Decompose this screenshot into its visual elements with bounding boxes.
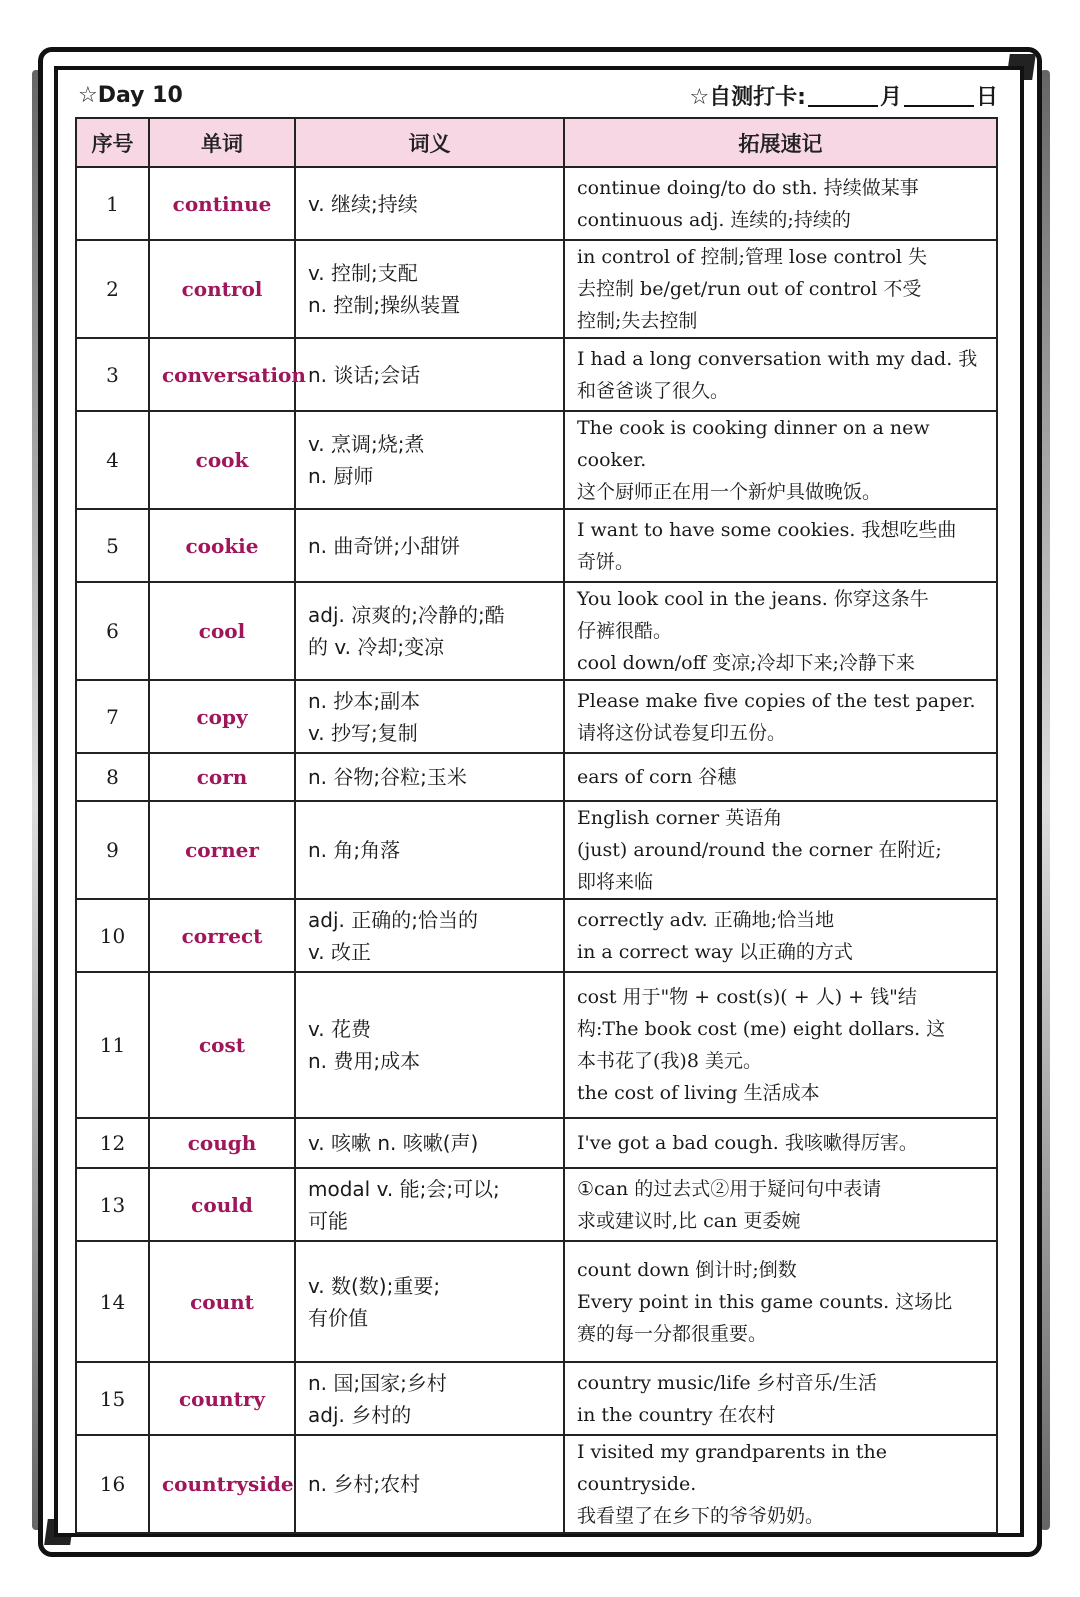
extension-line: country music/life 乡村音乐/生活 (577, 1371, 878, 1394)
word-meaning (295, 411, 564, 509)
meaning-line: v. 改正 (308, 939, 371, 964)
vocabulary-table (75, 117, 998, 1534)
meaning-line: n. 谷物;谷粒;玉米 (308, 765, 467, 789)
meaning-line: v. 花费 (308, 1017, 371, 1041)
extension-notes (564, 1241, 997, 1362)
extension-notes (564, 167, 997, 240)
day-blank (904, 83, 974, 107)
table-row (76, 411, 997, 509)
row-number: 8 (76, 753, 149, 801)
extension-line: You look cool in the jeans. 你穿这条牛 (577, 588, 929, 610)
self-check-label: ☆自测打卡: (689, 84, 806, 110)
word-meaning (295, 801, 564, 899)
vocab-word: countryside (149, 1435, 295, 1533)
extension-line: correctly adv. 正确地;恰当地 (577, 908, 835, 931)
extension-line: continuous adj. 连续的;持续的 (577, 208, 851, 231)
table-row (76, 899, 997, 972)
row-number: 14 (76, 1241, 149, 1362)
row-number: 1 (76, 167, 149, 240)
meaning-line: v. 继续;持续 (308, 191, 418, 216)
meaning-line: adj. 正确的;恰当的 (308, 907, 478, 932)
extension-line: 求或建议时,比 can 更委婉 (577, 1209, 801, 1232)
table-header-row (76, 118, 997, 167)
extension-line: 构:The book cost (me) eight dollars. 这 (577, 1018, 946, 1040)
extension-notes (564, 1362, 997, 1435)
extension-notes (564, 240, 997, 338)
table-row (76, 582, 997, 680)
meaning-line: n. 厨师 (308, 464, 374, 488)
month-blank (808, 83, 878, 107)
meaning-line: n. 曲奇饼;小甜饼 (308, 533, 461, 558)
day-title: ☆Day 10 (78, 82, 183, 108)
column-header-number: 序号 (76, 118, 149, 167)
word-meaning (295, 1241, 564, 1362)
row-number: 15 (76, 1362, 149, 1435)
vocab-word: could (149, 1168, 295, 1241)
vocab-word: continue (149, 167, 295, 240)
table-row (76, 1241, 997, 1362)
word-meaning (295, 1362, 564, 1435)
meaning-line: n. 国;国家;乡村 (308, 1370, 447, 1395)
month-label: 月 (879, 84, 902, 110)
day-label: 日 (975, 84, 998, 110)
extension-line: cost 用于"物 + cost(s)( + 人) + 钱"结 (577, 986, 917, 1008)
extension-notes (564, 509, 997, 582)
extension-line: 去控制 be/get/run out of control 不受 (577, 278, 922, 300)
extension-line: 本书花了(我)8 美元。 (577, 1050, 762, 1072)
extension-line: 赛的每一分都很重要。 (577, 1322, 768, 1345)
meaning-line: n. 乡村;农村 (308, 1472, 421, 1496)
vocab-word: control (149, 240, 295, 338)
column-header-meaning: 词义 (295, 118, 564, 167)
row-number: 11 (76, 972, 149, 1118)
word-meaning (295, 753, 564, 801)
extension-line: 和爸爸谈了很久。 (577, 379, 730, 402)
table-row (76, 680, 997, 753)
table-row (76, 509, 997, 582)
meaning-line: n. 角;角落 (308, 838, 401, 862)
row-number: 4 (76, 411, 149, 509)
extension-line: in control of 控制;管理 lose control 失 (577, 246, 928, 268)
word-meaning (295, 509, 564, 582)
word-meaning (295, 167, 564, 240)
meaning-line: v. 数(数);重要; (308, 1273, 441, 1298)
extension-notes (564, 1118, 997, 1168)
extension-line: the cost of living 生活成本 (577, 1082, 820, 1104)
extension-line: Please make five copies of the test paper. (577, 689, 976, 712)
extension-notes (564, 1435, 997, 1533)
vocab-word: copy (149, 680, 295, 753)
table-row (76, 972, 997, 1118)
word-meaning (295, 240, 564, 338)
meaning-line: n. 抄本;副本 (308, 688, 421, 713)
row-number: 13 (76, 1168, 149, 1241)
extension-line: I've got a bad cough. 我咳嗽得厉害。 (577, 1132, 918, 1154)
meaning-line: adj. 凉爽的;冷静的;酷 (308, 603, 505, 627)
word-meaning (295, 972, 564, 1118)
extension-line: Every point in this game counts. 这场比 (577, 1290, 953, 1313)
extension-line: in a correct way 以正确的方式 (577, 940, 853, 963)
table-row (76, 1435, 997, 1533)
column-header-extension: 拓展速记 (564, 118, 997, 167)
vocab-word: country (149, 1362, 295, 1435)
vocab-word: cookie (149, 509, 295, 582)
word-meaning (295, 1168, 564, 1241)
meaning-line: v. 控制;支配 (308, 261, 418, 285)
extension-notes (564, 582, 997, 680)
vocab-word: correct (149, 899, 295, 972)
extension-notes (564, 972, 997, 1118)
page-header (78, 78, 998, 112)
meaning-line: v. 咳嗽 n. 咳嗽(声) (308, 1131, 479, 1155)
row-number: 7 (76, 680, 149, 753)
extension-notes (564, 338, 997, 411)
extension-line: 即将来临 (577, 871, 654, 893)
extension-line: 我看望了在乡下的爷爷奶奶。 (577, 1505, 825, 1527)
extension-line: The cook is cooking dinner on a new cooker. (577, 417, 930, 471)
table-body (76, 167, 997, 1533)
column-header-word: 单词 (149, 118, 295, 167)
meaning-line: n. 谈话;会话 (308, 362, 421, 387)
extension-line: continue doing/to do sth. 持续做某事 (577, 176, 919, 199)
extension-line: (just) around/round the corner 在附近; (577, 839, 942, 861)
extension-line: 请将这份试卷复印五份。 (577, 721, 787, 744)
extension-notes (564, 411, 997, 509)
meaning-line: n. 控制;操纵装置 (308, 293, 461, 317)
row-number: 16 (76, 1435, 149, 1533)
meaning-line: n. 费用;成本 (308, 1049, 421, 1073)
vocab-word: cook (149, 411, 295, 509)
meaning-line: 可能 (308, 1208, 348, 1233)
word-meaning (295, 338, 564, 411)
meaning-line: 有价值 (308, 1305, 368, 1330)
word-meaning (295, 1118, 564, 1168)
table-row (76, 1118, 997, 1168)
vocab-word: corner (149, 801, 295, 899)
extension-notes (564, 1168, 997, 1241)
meaning-line: 的 v. 冷却;变凉 (308, 635, 445, 659)
row-number: 5 (76, 509, 149, 582)
self-check-area (689, 80, 998, 111)
extension-line: cool down/off 变凉;冷却下来;冷静下来 (577, 652, 915, 674)
word-meaning (295, 680, 564, 753)
row-number: 2 (76, 240, 149, 338)
extension-notes (564, 753, 997, 801)
extension-line: ①can 的过去式②用于疑问句中表请 (577, 1177, 882, 1200)
extension-notes (564, 680, 997, 753)
vocab-word: cough (149, 1118, 295, 1168)
table-row (76, 801, 997, 899)
extension-line: I want to have some cookies. 我想吃些曲 (577, 518, 957, 541)
row-number: 10 (76, 899, 149, 972)
extension-notes (564, 899, 997, 972)
vocab-word: cool (149, 582, 295, 680)
meaning-line: modal v. 能;会;可以; (308, 1176, 500, 1201)
vocab-word: corn (149, 753, 295, 801)
row-number: 6 (76, 582, 149, 680)
word-meaning (295, 899, 564, 972)
extension-line: English corner 英语角 (577, 807, 783, 829)
word-meaning (295, 1435, 564, 1533)
extension-line: I had a long conversation with my dad. 我 (577, 347, 978, 370)
vocab-word: conversation (149, 338, 295, 411)
extension-line: in the country 在农村 (577, 1403, 776, 1426)
row-number: 3 (76, 338, 149, 411)
extension-line: ears of corn 谷穗 (577, 766, 737, 788)
table-row (76, 167, 997, 240)
word-meaning (295, 582, 564, 680)
table-row (76, 753, 997, 801)
table-row (76, 240, 997, 338)
table-row (76, 338, 997, 411)
row-number: 9 (76, 801, 149, 899)
meaning-line: v. 烹调;烧;煮 (308, 432, 425, 456)
vocab-word: count (149, 1241, 295, 1362)
extension-line: 奇饼。 (577, 550, 635, 573)
meaning-line: adj. 乡村的 (308, 1402, 412, 1427)
extension-line: 这个厨师正在用一个新炉具做晚饭。 (577, 481, 882, 503)
row-number: 12 (76, 1118, 149, 1168)
vocab-word: cost (149, 972, 295, 1118)
extension-line: 控制;失去控制 (577, 310, 698, 332)
extension-line: I visited my grandparents in the countryside. (577, 1441, 887, 1495)
extension-line: 仔裤很酷。 (577, 620, 673, 642)
extension-line: count down 倒计时;倒数 (577, 1258, 797, 1281)
meaning-line: v. 抄写;复制 (308, 720, 418, 745)
table-row (76, 1362, 997, 1435)
table-row (76, 1168, 997, 1241)
extension-notes (564, 801, 997, 899)
